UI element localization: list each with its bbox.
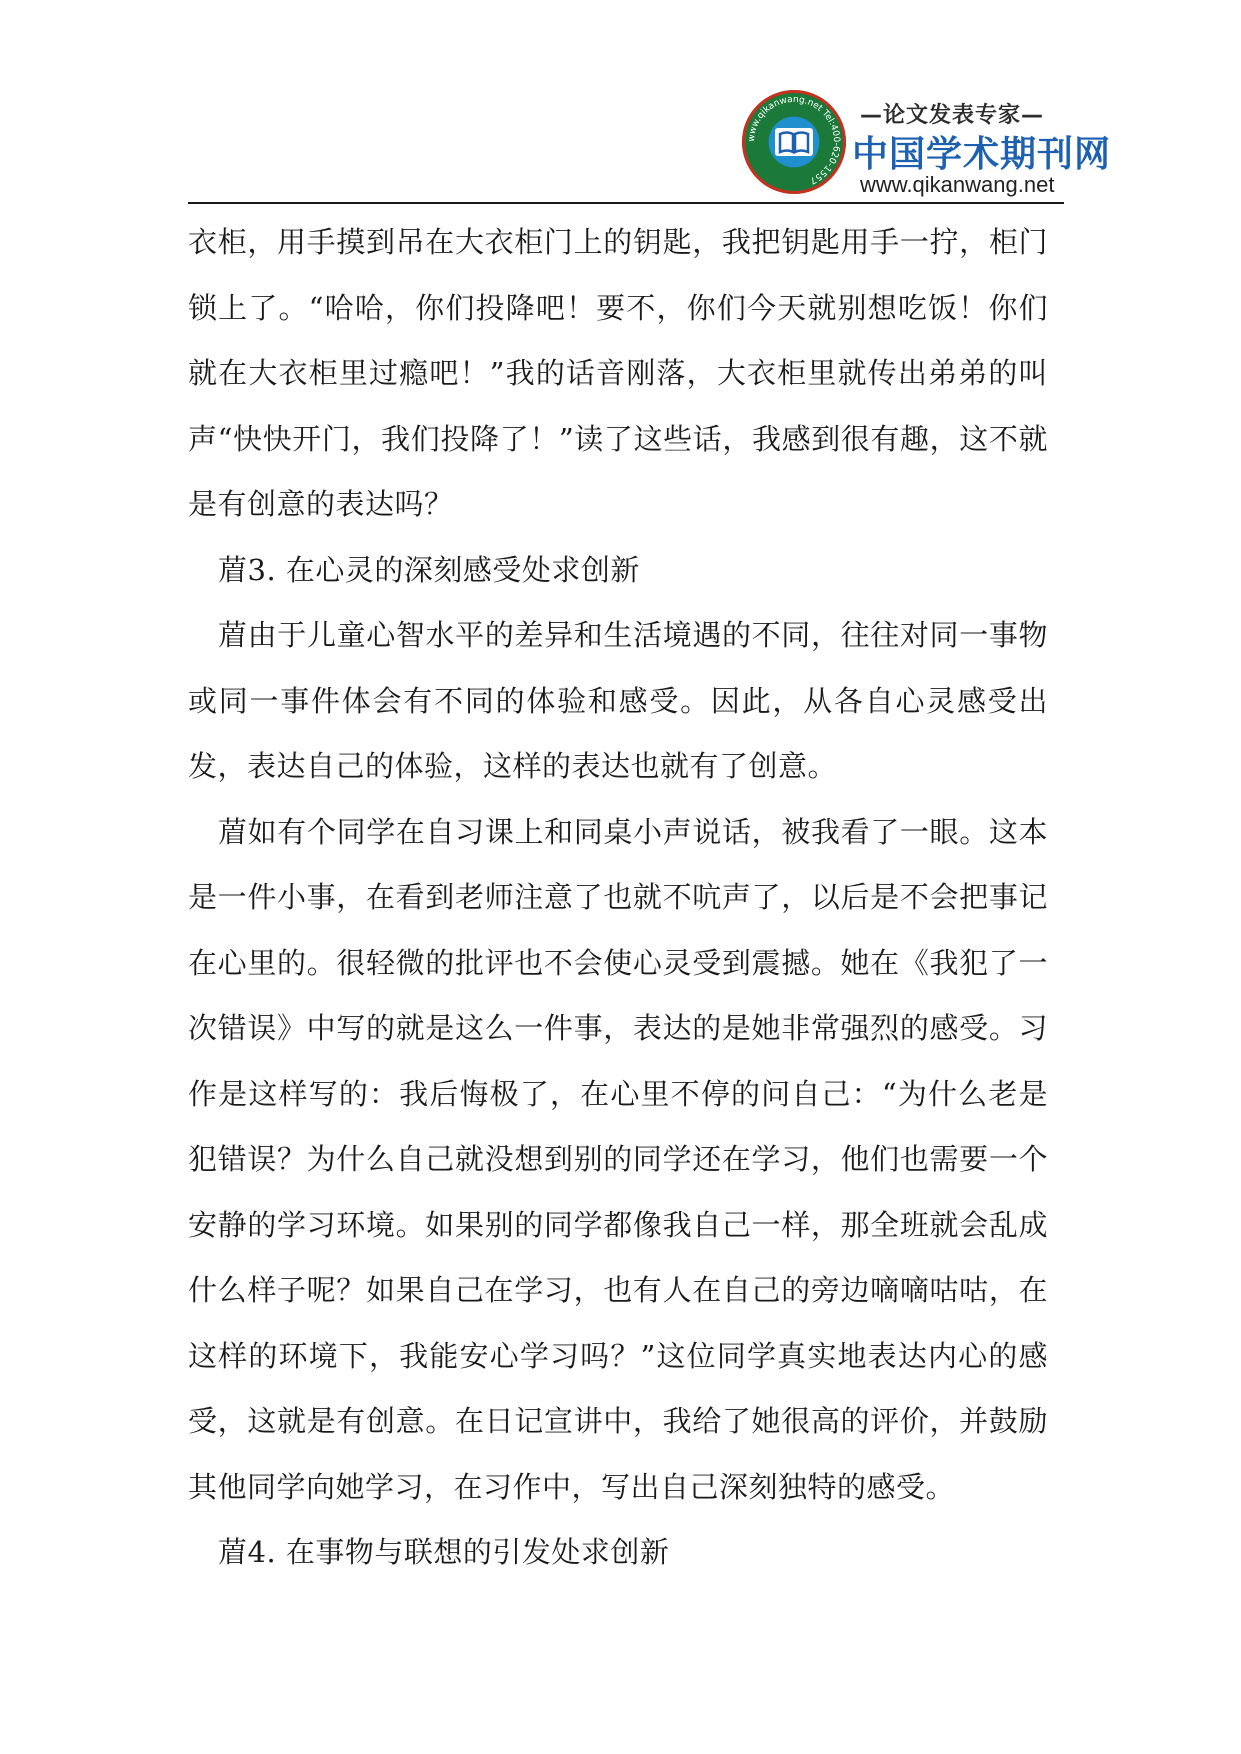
paragraph: 葿如有个同学在自习课上和同桌小声说话，被我看了一眼。这本是一件小事，在看到老师注意了也就不吭声了，以后是不会把事记在心里的。很轻微的批评也不会使心灵受到震撼。她在《我犯了一次错误》中写的就是这么一件事，表达的是她非常强烈的感受。习作是这样写的：我后悔极了，在心里不停的问自己：“为什么老是犯错误？为什么自己就没想到别的同学还在学习，他们也需要一个安静的学习环境。如果别的同学都像我自己一样，那全班就会乱成什么样子呢？如果自己在学习，也有人在自己的旁边嘀嘀咕咕，在这样的环境下，我能安心学习吗？”这位同学真实地表达内心的感受，这就是有创意。在日记宣讲中，我给了她很高的评价，并鼓励其他同学向她学习，在习作中，写出自己深刻独特的感受。 bbox=[188, 814, 1048, 1504]
document-body bbox=[188, 210, 1048, 1586]
logo-ring-text: www.qikanwang.net Tel:400-620-1557 bbox=[746, 94, 842, 186]
section-heading-4: 葿4. 在事物与联想的引发处求创新 bbox=[218, 1535, 670, 1569]
logo-site-name: 中国学术期刊网 bbox=[852, 134, 1112, 175]
paragraph: 葿由于儿童心智水平的差异和生活境遇的不同，往往对同一事物或同一事件体会有不同的体验和感受。因此，从各自心灵感受出发，表达自己的体验，这样的表达也就有了创意。 bbox=[188, 618, 1048, 783]
open-book-icon bbox=[774, 126, 814, 158]
page-header bbox=[0, 0, 1241, 210]
section-heading-3: 葿3. 在心灵的深刻感受处求创新 bbox=[218, 552, 640, 587]
logo-emblem bbox=[742, 90, 846, 194]
paragraph-continuation: 衣柜，用手摸到吊在大衣柜门上的钥匙，我把钥匙用手一拧，柜门锁上了。“哈哈，你们投降吧！要不，你们今天就别想吃饭！你们就在大衣柜里过瘾吧！”我的话音刚落，大衣柜里就传出弟弟的叫声“快快开门，我们投降了！”读了这些话，我感到很有趣，这不就是有创意的表达吗？ bbox=[188, 225, 1048, 521]
logo-slogan: —论文发表专家— bbox=[860, 103, 1045, 128]
logo-url: www.qikanwang.net bbox=[860, 172, 1055, 197]
header-divider bbox=[188, 202, 1064, 204]
qikanwang-logo bbox=[742, 90, 1112, 202]
